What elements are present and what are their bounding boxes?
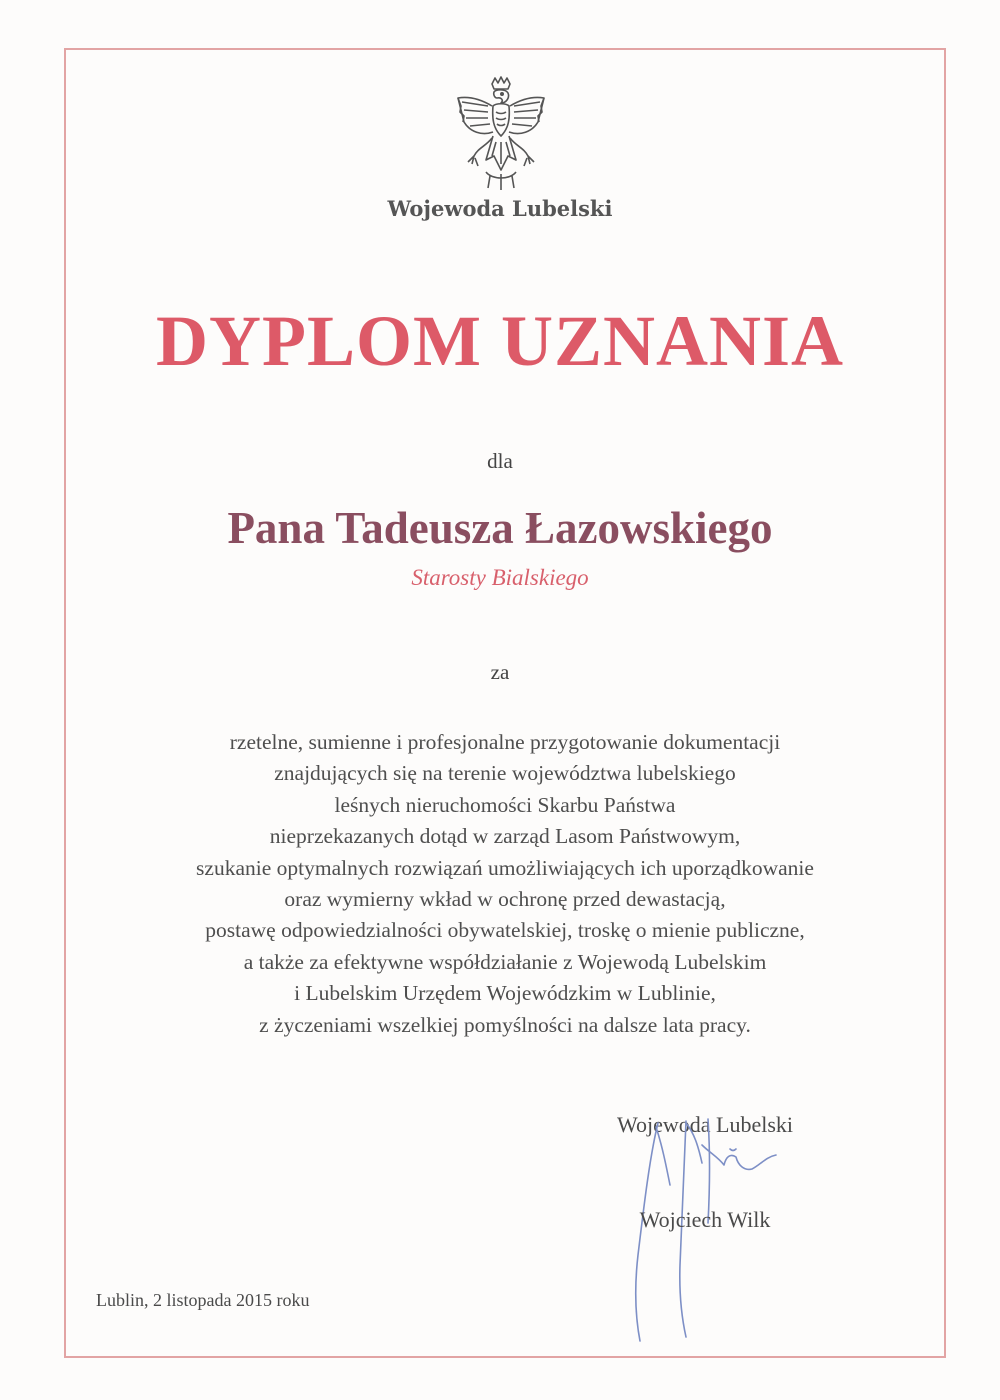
white-eagle-emblem-icon bbox=[448, 76, 554, 194]
signatory-office: Wojewoda Lubelski bbox=[616, 1112, 794, 1137]
certificate-border bbox=[64, 48, 946, 1358]
citation-line: rzetelne, sumienne i profesjonalne przygotowanie dokumentacji bbox=[229, 730, 781, 754]
citation-line: postawę odpowiedzialności obywatelskiej, troskę o mienie publiczne, bbox=[205, 918, 805, 943]
citation-line: leśnych nieruchomości Skarbu Państwa bbox=[334, 792, 676, 817]
recipient-name: Pana Tadeusza Łazowskiego bbox=[227, 503, 773, 553]
diploma-title: DYPLOM UZNANIA bbox=[156, 301, 844, 381]
citation-line: z życzeniami wszelkiej pomyślności na dalsze lata pracy. bbox=[259, 1012, 751, 1037]
reason-word: za bbox=[490, 660, 510, 684]
citation-line: nieprzekazanych dotąd w zarząd Lasom Państwowym, bbox=[269, 824, 741, 849]
for-word: dla bbox=[487, 449, 513, 473]
citation-line: i Lubelskim Urzędem Wojewódzkim w Lublinie, bbox=[294, 981, 716, 1006]
citation-line: znajdujących się na terenie województwa lubelskiego bbox=[274, 761, 736, 786]
recipient-role: Starosty Bialskiego bbox=[411, 565, 589, 590]
signatory-name: Wojciech Wilk bbox=[639, 1207, 771, 1232]
issuer-header: Wojewoda Lubelski bbox=[387, 196, 613, 221]
citation-line: szukanie optymalnych rozwiązań umożliwiających ich uporządkowanie bbox=[196, 855, 814, 880]
citation-line: oraz wymierny wkład w ochronę przed dewastacją, bbox=[284, 887, 726, 912]
citation-text bbox=[100, 727, 910, 1041]
citation-line: a także za efektywne współdziałanie z Wojewodą Lubelskim bbox=[243, 949, 767, 974]
place-and-date: Lublin, 2 listopada 2015 roku bbox=[96, 1290, 310, 1310]
